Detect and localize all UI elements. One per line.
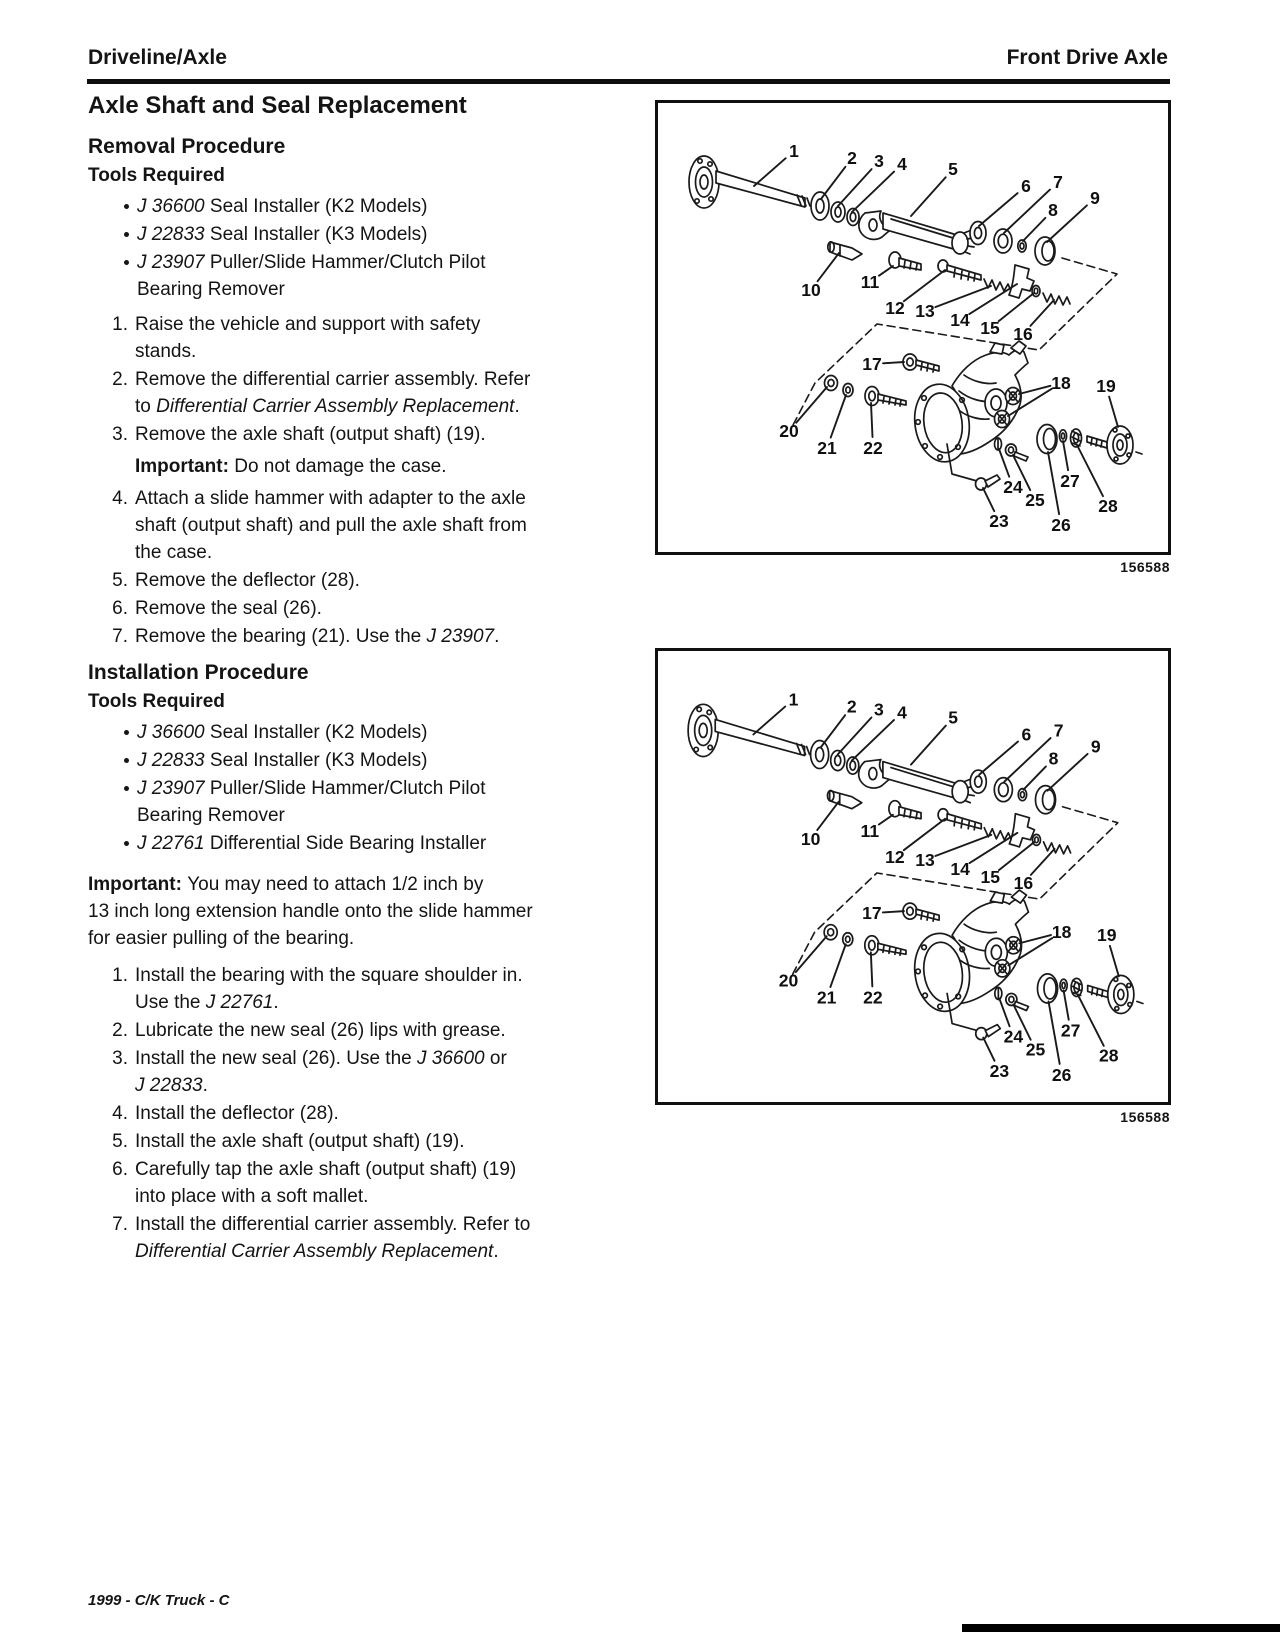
text-segment: . <box>494 626 500 647</box>
text-segment: Remove the differential carrier assembly. Refer <box>135 369 531 390</box>
tool-item <box>88 775 607 829</box>
callout-leader <box>831 395 846 438</box>
callout-leader <box>838 169 872 206</box>
callout-label: 14 <box>950 310 970 330</box>
differential-carrier <box>910 890 1029 1031</box>
callout-label: 18 <box>1051 922 1072 943</box>
step-text <box>135 1156 516 1210</box>
callout-leader <box>1031 849 1055 875</box>
callout-label: 4 <box>897 154 907 174</box>
callout-leader <box>871 952 873 986</box>
callout-leader <box>1049 1001 1060 1063</box>
washers-2-3-4 <box>811 192 859 226</box>
text-segment: or <box>484 1048 507 1069</box>
step-number: 4. <box>112 488 128 509</box>
step-item <box>88 485 618 566</box>
callout-label: 24 <box>1003 1026 1024 1047</box>
callout-leader <box>1077 445 1103 496</box>
callout-label: 11 <box>860 272 880 292</box>
callout-leader <box>904 819 945 850</box>
axle-shaft <box>688 704 809 756</box>
step-text <box>135 485 527 566</box>
text-segment: Install the bearing with the square shoulder in. <box>135 965 523 986</box>
callout-label: 1 <box>789 141 799 161</box>
text-segment: Use the <box>135 992 206 1013</box>
step-text <box>135 1211 530 1265</box>
text-segment: Seal Installer (K2 Models) <box>204 722 428 743</box>
text-segment: . <box>273 992 279 1013</box>
callout-leader <box>1078 994 1104 1045</box>
tool-item <box>88 249 607 303</box>
callout-leader <box>979 742 1018 775</box>
callout-label: 12 <box>885 846 905 867</box>
header-left: Driveline/Axle <box>88 46 227 69</box>
fill-plug-group <box>824 925 906 956</box>
callout-label: 20 <box>778 970 799 991</box>
tool-item <box>88 193 607 220</box>
callout-leader <box>935 835 991 856</box>
italic-text: J 23907 <box>137 252 205 273</box>
callout-label: 25 <box>1025 490 1045 510</box>
text-segment: Seal Installer (K2 Models) <box>204 196 428 217</box>
callout-leader <box>969 284 1017 314</box>
text-segment: Carefully tap the axle shaft (output shaft) (19) <box>135 1159 517 1180</box>
callout-leader <box>979 193 1018 226</box>
callout-leader <box>911 177 946 216</box>
steps-list <box>88 962 618 1265</box>
callout-label: 22 <box>863 438 883 458</box>
step-number: 7. <box>112 626 128 647</box>
step-item <box>88 595 618 622</box>
output-shaft-flange <box>1088 975 1143 1013</box>
callout-label: 6 <box>1021 724 1032 745</box>
step-number: 3. <box>112 424 128 445</box>
callout-label: 9 <box>1090 188 1100 208</box>
callout-label: 5 <box>948 707 959 728</box>
bold-text: Important: <box>135 456 235 477</box>
step-item <box>88 1045 618 1099</box>
section-heading-installation: Installation Procedure <box>88 661 309 684</box>
callout-leader <box>1110 946 1119 977</box>
callout-leader <box>983 1038 994 1061</box>
italic-text: J 22833 <box>137 750 205 771</box>
step-item <box>88 311 618 365</box>
bold-text: Important: <box>88 874 188 895</box>
axle-shaft <box>689 156 810 208</box>
text-segment: Differential Side Bearing Installer <box>204 833 487 854</box>
callout-label: 1 <box>788 689 799 710</box>
carrier-bolt-17 <box>903 903 939 921</box>
text-segment: Install the deflector (28). <box>135 1103 339 1124</box>
callout-label: 27 <box>1060 471 1080 491</box>
step-number: 1. <box>112 314 128 335</box>
step-text <box>135 1045 507 1099</box>
step-text <box>135 1128 465 1155</box>
callout-leader <box>883 362 904 363</box>
callout-leader <box>1064 990 1069 1019</box>
tools-heading: Tools Required <box>88 691 225 712</box>
bearings-6-9 <box>970 770 1055 814</box>
callout-leader <box>1030 300 1054 326</box>
tool-item <box>88 830 607 857</box>
text-segment: 13 inch long extension handle onto the slide hammer <box>88 901 533 922</box>
callout-label: 4 <box>897 702 907 723</box>
text-segment: Remove the deflector (28). <box>135 570 360 591</box>
callout-label: 3 <box>873 699 884 720</box>
callout-label: 2 <box>847 148 857 168</box>
callout-leader <box>1004 190 1050 233</box>
step-number: 7. <box>112 1214 128 1235</box>
step-number: 6. <box>112 598 128 619</box>
callout-label: 21 <box>816 987 837 1008</box>
callout-label: 15 <box>980 867 1001 888</box>
callout-label: 22 <box>863 987 883 1008</box>
callout-leader <box>796 387 827 423</box>
exploded-diagram <box>658 103 1168 552</box>
step-number: 5. <box>112 570 128 591</box>
pilot-bushing <box>827 790 861 808</box>
callout-label: 8 <box>1048 748 1059 769</box>
callout-leader <box>852 720 894 761</box>
step-item <box>88 1128 618 1155</box>
italic-text: J 36600 <box>137 196 205 217</box>
callout-leader <box>821 167 845 199</box>
exploded-diagram <box>658 651 1168 1102</box>
callout-leader <box>1048 452 1059 514</box>
callout-leader <box>983 488 994 511</box>
callout-label: 28 <box>1099 1045 1119 1066</box>
italic-text: Differential Carrier Assembly Replacement <box>156 396 515 417</box>
callout-label: 13 <box>915 301 935 321</box>
step-text <box>135 595 322 622</box>
text-segment: . <box>493 1241 499 1262</box>
callout-label: 5 <box>948 159 958 179</box>
text-segment: Bearing Remover <box>137 279 285 300</box>
step-number: 2. <box>112 1020 128 1041</box>
step-number: 4. <box>112 1103 128 1124</box>
header-rule <box>87 79 1170 84</box>
step-text <box>135 962 523 1016</box>
callout-leader <box>879 815 893 825</box>
step-item <box>88 1100 618 1127</box>
text-segment: Raise the vehicle and support with safety <box>135 314 481 335</box>
tool-item <box>88 719 607 746</box>
callout-label: 7 <box>1053 720 1064 741</box>
text-segment: Attach a slide hammer with adapter to the axle <box>135 488 526 509</box>
page-title: Axle Shaft and Seal Replacement <box>88 92 467 119</box>
callout-label: 13 <box>915 849 935 870</box>
callout-label: 2 <box>846 696 857 717</box>
callout-label: 10 <box>801 280 821 300</box>
callout-leader <box>838 717 872 754</box>
figure-1-body <box>658 103 1168 552</box>
text-segment: You may need to attach 1/2 inch by <box>187 874 484 895</box>
callout-label: 19 <box>1096 925 1117 946</box>
callout-label: 24 <box>1003 477 1023 497</box>
callout-leader <box>871 403 873 437</box>
pilot-bushing <box>828 242 862 260</box>
text-segment: for easier pulling of the bearing. <box>88 928 355 949</box>
callout-label: 8 <box>1048 200 1058 220</box>
italic-text: J 23907 <box>426 626 495 647</box>
text-segment: stands. <box>135 341 197 362</box>
washers-2-3-4 <box>811 740 859 774</box>
callout-leader <box>821 715 845 747</box>
carrier-bolt-17 <box>903 354 939 372</box>
bottom-rule <box>962 1624 1280 1632</box>
step-text <box>135 366 530 420</box>
text-segment: Install the axle shaft (output shaft) (19). <box>135 1131 465 1152</box>
text-segment: shaft (output shaft) and pull the axle shaft from <box>135 515 527 536</box>
text-segment: the case. <box>135 542 213 563</box>
callout-label: 25 <box>1025 1039 1046 1060</box>
italic-text: J 36600 <box>416 1048 485 1069</box>
text-segment: . <box>202 1075 208 1096</box>
callout-label: 23 <box>989 511 1009 531</box>
step-item <box>88 1211 618 1265</box>
italic-text: J 36600 <box>137 722 205 743</box>
callout-leader <box>1109 397 1118 427</box>
callout-leader <box>1063 441 1068 470</box>
step-item <box>88 366 618 420</box>
callout-label: 16 <box>1013 873 1034 894</box>
header-right: Front Drive Axle <box>1006 46 1168 69</box>
callout-label: 7 <box>1053 172 1063 192</box>
output-shaft-flange <box>1087 426 1142 464</box>
step-text <box>135 567 360 594</box>
text-segment: Puller/Slide Hammer/Clutch Pilot <box>204 252 486 273</box>
callout-label: 17 <box>862 354 882 374</box>
callout-leader <box>817 802 838 830</box>
step-item <box>88 1017 618 1044</box>
callout-label: 20 <box>779 421 799 441</box>
text-segment: Install the differential carrier assembly. Refer to <box>135 1214 531 1235</box>
callout-label: 11 <box>860 820 880 841</box>
tool-item <box>88 221 607 248</box>
callout-leader <box>911 726 946 765</box>
bearings-6-9 <box>970 222 1055 266</box>
callout-label: 14 <box>950 858 970 879</box>
tools-list <box>88 193 618 303</box>
callout-leader <box>935 286 991 307</box>
step-number: 5. <box>112 1131 128 1152</box>
text-segment: Lubricate the new seal (26) lips with grease. <box>135 1020 506 1041</box>
callout-leader <box>754 158 786 186</box>
step-text <box>135 623 499 650</box>
callout-leader <box>852 172 894 212</box>
callout-label: 19 <box>1096 376 1116 396</box>
text-segment: Remove the bearing (21). Use the <box>135 626 427 647</box>
step-item <box>88 567 618 594</box>
italic-text: J 22833 <box>137 224 205 245</box>
tools-heading: Tools Required <box>88 165 225 186</box>
text-segment: Do not damage the case. <box>234 456 447 477</box>
callout-leader <box>753 707 785 735</box>
callout-label: 26 <box>1051 515 1071 535</box>
callout-label: 12 <box>885 298 905 318</box>
axle-tube-assembly <box>859 211 974 270</box>
figure-caption: 156588 <box>1120 559 1170 575</box>
figure-2 <box>655 648 1171 1125</box>
step-item <box>88 623 618 650</box>
callout-leader <box>879 266 893 276</box>
callout-label: 6 <box>1021 176 1031 196</box>
tool-item <box>88 747 607 774</box>
callout-leader <box>818 253 839 281</box>
callout-leader <box>883 911 904 912</box>
callout-label: 16 <box>1013 324 1033 344</box>
step-number: 3. <box>112 1048 128 1069</box>
text-segment: Install the new seal (26). Use the <box>135 1048 417 1069</box>
page-footer: 1999 - C/K Truck - C <box>88 1592 230 1609</box>
callout-label: 26 <box>1051 1064 1072 1085</box>
step-number: 6. <box>112 1159 128 1180</box>
step-text <box>135 1017 506 1044</box>
figure-caption: 156588 <box>1120 1109 1170 1125</box>
differential-carrier <box>910 341 1028 481</box>
callout-label: 15 <box>980 318 1000 338</box>
step-text <box>135 311 480 365</box>
callout-leader <box>1004 738 1050 782</box>
callout-label: 21 <box>817 438 837 458</box>
steps-list <box>88 311 618 650</box>
callout-label: 23 <box>989 1060 1010 1081</box>
text-segment: Puller/Slide Hammer/Clutch Pilot <box>204 778 486 799</box>
italic-text: Differential Carrier Assembly Replacement <box>135 1241 494 1262</box>
italic-text: J 22833 <box>135 1075 203 1096</box>
callout-leader <box>830 944 845 987</box>
text-segment: Bearing Remover <box>137 805 285 826</box>
callout-label: 28 <box>1098 496 1118 516</box>
callout-leader <box>970 833 1018 863</box>
callout-label: 27 <box>1060 1020 1081 1041</box>
seal-deflector-group <box>1037 974 1082 1003</box>
important-note <box>135 453 605 480</box>
italic-text: J 22761 <box>137 833 205 854</box>
callout-label: 9 <box>1090 736 1101 757</box>
text-segment: Remove the seal (26). <box>135 598 322 619</box>
step-number: 2. <box>112 369 128 390</box>
text-segment: Remove the axle shaft (output shaft) (19). <box>135 424 486 445</box>
important-note <box>88 871 603 952</box>
callout-label: 17 <box>862 903 882 924</box>
callout-leader <box>904 270 945 301</box>
text-segment: Seal Installer (K3 Models) <box>204 750 428 771</box>
callout-label: 10 <box>800 828 821 849</box>
step-text <box>135 421 486 448</box>
callout-label: 3 <box>874 151 884 171</box>
step-number: 1. <box>112 965 128 986</box>
step-item <box>88 962 618 1016</box>
section-heading-removal: Removal Procedure <box>88 135 286 158</box>
main-text-column <box>88 92 618 1266</box>
italic-text: J 23907 <box>137 778 205 799</box>
figure-2-body <box>658 651 1168 1102</box>
step-item <box>88 1156 618 1210</box>
text-segment: Seal Installer (K3 Models) <box>204 224 428 245</box>
text-segment: into place with a soft mallet. <box>135 1186 369 1207</box>
italic-text: J 22761 <box>205 992 274 1013</box>
text-segment: . <box>514 396 520 417</box>
axle-tube-assembly <box>859 760 975 819</box>
seal-deflector-group <box>1037 425 1082 454</box>
text-segment: to <box>135 396 157 417</box>
tools-list <box>88 719 618 857</box>
callout-label: 18 <box>1051 373 1071 393</box>
step-text <box>135 1100 339 1127</box>
figure-1 <box>655 100 1171 575</box>
callout-leader <box>796 936 827 972</box>
fill-plug-group <box>825 376 907 407</box>
step-item <box>88 421 618 448</box>
note-text <box>135 456 447 477</box>
